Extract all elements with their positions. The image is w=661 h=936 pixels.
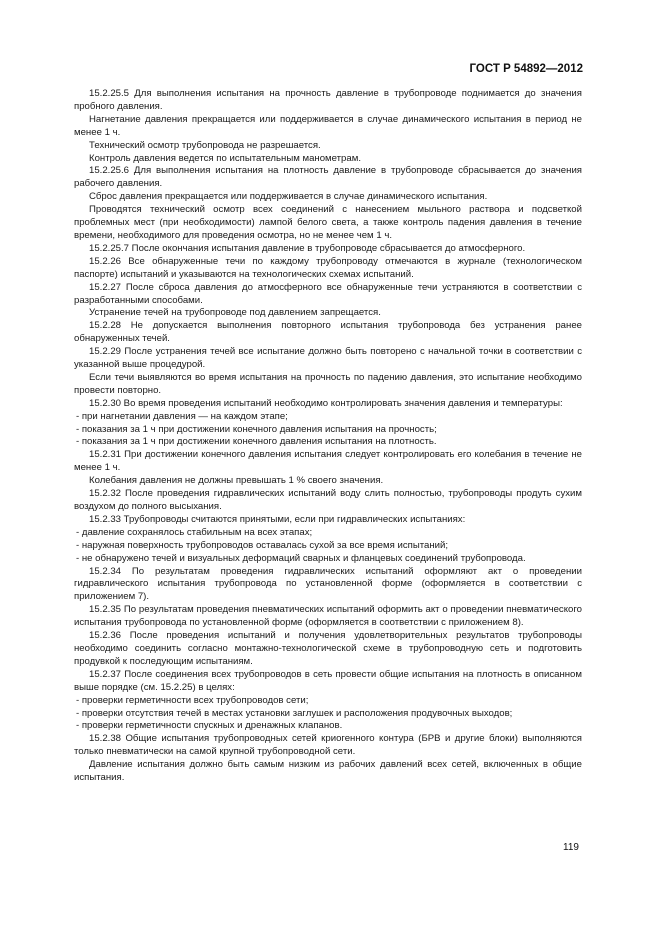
paragraph: 15.2.31 При достижении конечного давления испытания следует контролировать его колебания в течение не менее 1 ч.	[74, 449, 582, 474]
paragraph: 15.2.27 После сброса давления до атмосферного все обнаруженные течи устраняются в соответствии с разработанными способами.	[74, 281, 582, 306]
paragraph: 15.2.33 Трубопроводы считаются принятыми, если при гидравлических испытаниях:	[89, 513, 466, 525]
list-item: - не обнаружено течей и визуальных деформаций сварных и фланцевых соединений трубопровода.	[76, 552, 526, 564]
paragraph: 15.2.37 После соединения всех трубопроводов в сеть провести общие испытания на плотность в описанном выше порядке (см. 15.2.25) в целях:	[74, 668, 582, 693]
paragraph: Технический осмотр трубопровода не разрешается.	[89, 139, 321, 151]
paragraph: 15.2.35 По результатам проведения пневматических испытаний оформить акт о проведении пневматического испытания трубопровода по установленной форме (оформляется в соответствии с приложением 8).	[74, 604, 582, 629]
paragraph: Контроль давления ведется по испытательным манометрам.	[89, 152, 361, 164]
paragraph: Если течи выявляются во время испытания на прочность по падению давления, это испытание необходимо провести повторно.	[74, 371, 582, 396]
paragraph: 15.2.38 Общие испытания трубопроводных сетей криогенного контура (БРВ и другие блоки) выполняются только пневматически на самой крупной трубопроводной сети.	[74, 733, 582, 758]
paragraph: 15.2.32 После проведения гидравлических испытаний воду слить полностью, трубопроводы продуть сухим воздухом до полного высыхания.	[74, 488, 582, 512]
paragraph: 15.2.36 После проведения испытаний и получения удовлетворительных результатов трубопроводы необходимо соединить согласно монтажно-технологической схеме в трубопроводную сеть и подготовить продувкой к последующим испытаниям.	[74, 630, 582, 667]
paragraph: 15.2.25.6 Для выполнения испытания на плотность давление в трубопроводе сбрасывается до значения рабочего давления.	[74, 165, 582, 190]
list-item: - давление сохранялось стабильным на всех этапах;	[76, 526, 313, 538]
paragraph: Устранение течей на трубопроводе под давлением запрещается.	[89, 307, 381, 319]
paragraph: 15.2.28 Не допускается выполнения повторного испытания трубопровода без устранения ранее обнаруженных течей.	[74, 320, 582, 345]
paragraph: 15.2.26 Все обнаруженные течи по каждому трубопроводу отмечаются в журнале (технологическом паспорте) испытаний и указываются на технологических схемах испытаний.	[74, 255, 582, 280]
paragraph: 15.2.34 По результатам проведения гидравлических испытаний оформляют акт о проведении гидравлического испытания трубопровода по установленной форме (оформляется в соответствии с приложением 7).	[74, 565, 582, 603]
paragraph: Колебания давления не должны превышать 1 % своего значения.	[89, 475, 384, 487]
list-item: - проверки герметичности спускных и дренажных клапанов.	[76, 720, 343, 732]
page-number: 119	[563, 842, 579, 853]
list-item: - проверки отсутствия течей в местах установки заглушек и расположения продувочных выходов;	[76, 707, 513, 719]
paragraph: Нагнетание давления прекращается или поддерживается в случае динамического испытания в период не менее 1 ч.	[74, 113, 582, 138]
list-item: - при нагнетании давления — на каждом этапе;	[76, 410, 288, 422]
paragraph: Сброс давления прекращается или поддерживается в случае динамического испытания.	[89, 191, 488, 203]
paragraph: Давление испытания должно быть самым низким из рабочих давлений всех сетей, включенных в общие испытания.	[74, 759, 582, 784]
list-item: - показания за 1 ч при достижении конечного давления испытания на прочность;	[76, 423, 437, 435]
paragraph: 15.2.29 После устранения течей все испытание должно быть повторено с начальной точки в соответствии с указанной выше процедурой.	[74, 346, 582, 371]
paragraph: 15.2.25.7 После окончания испытания давление в трубопроводе сбрасывается до атмосферного.	[89, 242, 526, 254]
list-item: - наружная поверхность трубопроводов оставалась сухой за все время испытаний;	[76, 539, 449, 551]
list-item: - показания за 1 ч при достижении конечного давления испытания на плотность.	[76, 436, 437, 448]
paragraph: 15.2.30 Во время проведения испытаний необходимо контролировать значения давления и температуры:	[89, 397, 563, 409]
body-text	[74, 88, 582, 785]
paragraph: Проводятся технический осмотр всех соединений с нанесением мыльного раствора и подсветкой проблемных мест (при необходимости) лампой белого света, а также контроль падения давления в течение времени, необходимого для проведения осмотра, но не менее чем 1 ч.	[74, 204, 582, 241]
list-item: - проверки герметичности всех трубопроводов сети;	[76, 694, 309, 706]
paragraph: 15.2.25.5 Для выполнения испытания на прочность давление в трубопроводе поднимается до значения пробного давления.	[74, 88, 582, 112]
standard-header: ГОСТ Р 54892—2012	[469, 63, 583, 75]
